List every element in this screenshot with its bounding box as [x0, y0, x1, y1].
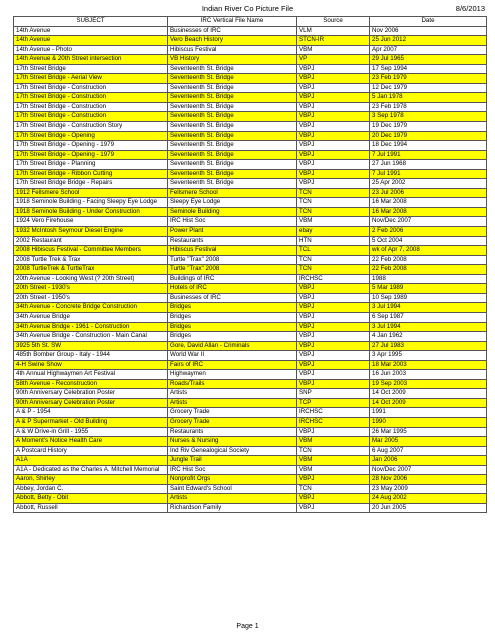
cell-date: Nov 2006: [370, 26, 487, 36]
cell-source: HTN: [297, 236, 370, 246]
cell-source: VBPJ: [297, 379, 370, 389]
cell-vertical-file: Bridges: [168, 332, 297, 342]
cell-date: 5 Jan 1978: [370, 93, 487, 103]
cell-source: IRCHSC: [297, 417, 370, 427]
cell-source: VBM: [297, 465, 370, 475]
table-row: [14, 465, 487, 475]
table-row: [14, 64, 487, 74]
cell-source: VBPJ: [297, 131, 370, 141]
table-row: [14, 112, 487, 122]
cell-subject: A & P - 1954: [14, 408, 168, 418]
cell-date: 17 Sep 1994: [370, 64, 487, 74]
cell-vertical-file: Saint Edward's School: [168, 484, 297, 494]
cell-subject: 14th Avenue: [14, 36, 168, 46]
cell-date: 12 Dec 1979: [370, 83, 487, 93]
cell-subject: Aaron, Shirley: [14, 475, 168, 485]
col-header-vertical-file: IRC Vertical File Name: [168, 17, 297, 27]
cell-vertical-file: Seventeenth St. Bridge: [168, 141, 297, 151]
cell-vertical-file: Bridges: [168, 312, 297, 322]
cell-date: 5 Mar 1989: [370, 284, 487, 294]
table-body: [14, 26, 487, 513]
cell-date: 24 Aug 2002: [370, 494, 487, 504]
cell-subject: 17th Street Bridge - Construction Story: [14, 122, 168, 132]
cell-vertical-file: Buildings of IRC: [168, 274, 297, 284]
cell-subject: 20th Avenue - Looking West (? 20th Street): [14, 274, 168, 284]
table-row: [14, 332, 487, 342]
cell-vertical-file: Jungle Trail: [168, 456, 297, 466]
cell-source: TCN: [297, 198, 370, 208]
cell-vertical-file: Businesses of IRC: [168, 293, 297, 303]
cell-vertical-file: Seventeenth St. Bridge: [168, 93, 297, 103]
cell-date: 10 Sep 1989: [370, 293, 487, 303]
cell-subject: 3925 5th St. SW: [14, 341, 168, 351]
cell-subject: 4-H Swine Show: [14, 360, 168, 370]
cell-vertical-file: Businesses of IRC: [168, 26, 297, 36]
cell-subject: 1924 Vero Firehouse: [14, 217, 168, 227]
cell-vertical-file: Seventeenth St. Bridge: [168, 131, 297, 141]
cell-subject: Abbott, Russell: [14, 503, 168, 513]
cell-vertical-file: Seventeenth St. Bridge: [168, 64, 297, 74]
cell-source: VBPJ: [297, 370, 370, 380]
col-header-source: Source: [297, 17, 370, 27]
cell-date: 23 Jul 2006: [370, 188, 487, 198]
table-row: [14, 74, 487, 84]
table-row: [14, 398, 487, 408]
cell-date: 22 Feb 2008: [370, 265, 487, 275]
table-row: [14, 475, 487, 485]
cell-vertical-file: Seminole Building: [168, 207, 297, 217]
table-row: [14, 379, 487, 389]
cell-source: VBPJ: [297, 322, 370, 332]
cell-vertical-file: Fellsmere School: [168, 188, 297, 198]
cell-vertical-file: Artists: [168, 494, 297, 504]
cell-date: 6 Aug 2007: [370, 446, 487, 456]
cell-date: Jan 2006: [370, 456, 487, 466]
table-row: [14, 131, 487, 141]
cell-date: 27 Jun 1968: [370, 160, 487, 170]
table-row: [14, 26, 487, 36]
table-row: [14, 446, 487, 456]
table-row: [14, 150, 487, 160]
cell-vertical-file: Seventeenth St. Bridge: [168, 169, 297, 179]
cell-source: VBPJ: [297, 93, 370, 103]
table-row: [14, 484, 487, 494]
cell-date: 16 Mar 2008: [370, 198, 487, 208]
page-number: Page 1: [236, 623, 259, 630]
table-row: [14, 207, 487, 217]
cell-source: VBPJ: [297, 494, 370, 504]
cell-vertical-file: Hotels of IRC: [168, 284, 297, 294]
cell-date: 29 Jul 1965: [370, 55, 487, 65]
table-row: [14, 122, 487, 132]
cell-date: 23 Feb 1978: [370, 102, 487, 112]
table-row: [14, 179, 487, 189]
cell-vertical-file: Sleepy Eye Lodge: [168, 198, 297, 208]
cell-vertical-file: Seventeenth St. Bridge: [168, 74, 297, 84]
table-row: [14, 408, 487, 418]
cell-date: 4 Jan 1962: [370, 332, 487, 342]
cell-source: VBM: [297, 456, 370, 466]
cell-date: 14 Oct 2009: [370, 398, 487, 408]
cell-date: 18 Dec 1994: [370, 141, 487, 151]
cell-vertical-file: Gore, David Allan - Criminals: [168, 341, 297, 351]
cell-subject: 14th Avenue - Photo: [14, 45, 168, 55]
cell-source: IRCHSC: [297, 274, 370, 284]
table-row: [14, 417, 487, 427]
cell-source: VBPJ: [297, 427, 370, 437]
cell-vertical-file: Roads/Trails: [168, 379, 297, 389]
cell-source: VBPJ: [297, 179, 370, 189]
cell-vertical-file: Seventeenth St. Bridge: [168, 179, 297, 189]
cell-date: 1990: [370, 417, 487, 427]
table-row: [14, 360, 487, 370]
cell-source: VBPJ: [297, 150, 370, 160]
cell-source: VBPJ: [297, 312, 370, 322]
table-row: [14, 503, 487, 513]
table-row: [14, 55, 487, 65]
cell-date: 1991: [370, 408, 487, 418]
cell-subject: 2008 Turtle Trek & Trax: [14, 255, 168, 265]
cell-subject: 34th Avenue Bridge - Construction - Main Canal: [14, 332, 168, 342]
table-row: [14, 227, 487, 237]
cell-source: VLM: [297, 26, 370, 36]
cell-source: VBPJ: [297, 102, 370, 112]
table-row: [14, 284, 487, 294]
cell-date: 23 May 2009: [370, 484, 487, 494]
cell-subject: 17th Street Bridge - Opening - 1979: [14, 141, 168, 151]
cell-source: VBPJ: [297, 475, 370, 485]
document-title: Indian River Co Picture File: [201, 4, 294, 13]
cell-subject: 2008 Hibiscus Festival - Committee Members: [14, 246, 168, 256]
cell-source: VBPJ: [297, 169, 370, 179]
cell-subject: 17th Street Bridge - Construction: [14, 83, 168, 93]
table-row: [14, 188, 487, 198]
cell-date: 23 Feb 1979: [370, 74, 487, 84]
cell-date: Nov/Dec 2007: [370, 465, 487, 475]
cell-subject: 17th Street Bridge - Construction: [14, 102, 168, 112]
table-row: [14, 160, 487, 170]
print-date: 8/6/2013: [455, 4, 485, 13]
cell-vertical-file: Hibiscus Festival: [168, 246, 297, 256]
table-row: [14, 169, 487, 179]
cell-date: 22 Feb 2008: [370, 255, 487, 265]
cell-source: VBPJ: [297, 341, 370, 351]
cell-date: 26 Mar 1995: [370, 427, 487, 437]
cell-subject: 17th Street Bridge - Construction: [14, 112, 168, 122]
cell-subject: 1932 McIntosh Seymour Diesel Engine: [14, 227, 168, 237]
cell-subject: 2002 Restaurant: [14, 236, 168, 246]
cell-date: 3 Jul 1994: [370, 322, 487, 332]
cell-source: VBPJ: [297, 112, 370, 122]
cell-subject: 14th Avenue & 20th Street intersection: [14, 55, 168, 65]
cell-vertical-file: Nurses & Nursing: [168, 437, 297, 447]
cell-source: IRCHSC: [297, 408, 370, 418]
table-header-row: [14, 17, 487, 27]
cell-date: 7 Jul 1991: [370, 150, 487, 160]
cell-date: 27 Jul 1983: [370, 341, 487, 351]
cell-date: Apr 2007: [370, 45, 487, 55]
cell-subject: 90th Anniversary Celebration Poster: [14, 389, 168, 399]
cell-source: VBPJ: [297, 64, 370, 74]
cell-date: 5 Oct 2004: [370, 236, 487, 246]
cell-date: 14 Oct 2009: [370, 389, 487, 399]
cell-vertical-file: Seventeenth St. Bridge: [168, 102, 297, 112]
cell-source: SNP: [297, 389, 370, 399]
cell-vertical-file: Bridges: [168, 322, 297, 332]
cell-subject: A Postcard History: [14, 446, 168, 456]
picture-file-table: [13, 16, 487, 513]
table-row: [14, 45, 487, 55]
cell-subject: A1A: [14, 456, 168, 466]
table-row: [14, 265, 487, 275]
cell-vertical-file: Restaurants: [168, 236, 297, 246]
cell-vertical-file: IRC Hist Soc: [168, 465, 297, 475]
cell-vertical-file: Hibiscus Festival: [168, 45, 297, 55]
cell-date: 6 Sep 1987: [370, 312, 487, 322]
cell-subject: 1918 Seminole Building - Facing Sleepy Eye Lodge: [14, 198, 168, 208]
cell-vertical-file: IRC Hist Soc: [168, 217, 297, 227]
cell-subject: 1918 Seminole Building - Under Construction: [14, 207, 168, 217]
cell-subject: 14th Avenue: [14, 26, 168, 36]
cell-date: 19 Dec 1979: [370, 122, 487, 132]
cell-source: TCN: [297, 207, 370, 217]
cell-source: ebay: [297, 227, 370, 237]
cell-source: VP: [297, 55, 370, 65]
cell-source: STCN-IR: [297, 36, 370, 46]
cell-date: Nov/Dec 2007: [370, 217, 487, 227]
cell-subject: 20th Street - 1930's: [14, 284, 168, 294]
cell-subject: 17th Street Bridge: [14, 64, 168, 74]
cell-vertical-file: Seventeenth St. Bridge: [168, 122, 297, 132]
table-row: [14, 83, 487, 93]
cell-subject: 17th Street Bridge - Planning: [14, 160, 168, 170]
cell-subject: 34th Avenue Bridge - 1961 - Construction: [14, 322, 168, 332]
cell-subject: 34th Avenue - Concrete Bridge Construction: [14, 303, 168, 313]
table-row: [14, 246, 487, 256]
table-row: [14, 217, 487, 227]
cell-subject: 17th Street Bridge Bridge - Repairs: [14, 179, 168, 189]
table-row: [14, 36, 487, 46]
table-row: [14, 351, 487, 361]
col-header-date: Date: [370, 17, 487, 27]
cell-subject: A1A - Dedicated as the Charles A. Mitchell Memorial: [14, 465, 168, 475]
cell-source: VBPJ: [297, 332, 370, 342]
cell-vertical-file: Artists: [168, 398, 297, 408]
cell-source: VBM: [297, 437, 370, 447]
page-header: [0, 2, 495, 16]
cell-vertical-file: Highwaymen: [168, 370, 297, 380]
cell-vertical-file: Bridges: [168, 303, 297, 313]
cell-source: TCL: [297, 246, 370, 256]
cell-source: TCN: [297, 255, 370, 265]
table-row: [14, 102, 487, 112]
table-row: [14, 236, 487, 246]
cell-date: Mar 2005: [370, 437, 487, 447]
cell-date: 25 Apr 2002: [370, 179, 487, 189]
cell-subject: 2008 TurtleTrek & TurtleTrax: [14, 265, 168, 275]
cell-date: 20 Jun 2005: [370, 503, 487, 513]
cell-vertical-file: Turtle "Trax" 2008: [168, 265, 297, 275]
cell-date: 16 Jun 2003: [370, 370, 487, 380]
cell-source: VBPJ: [297, 83, 370, 93]
table-row: [14, 322, 487, 332]
cell-source: VBM: [297, 45, 370, 55]
cell-vertical-file: Nonprofit Orgs: [168, 475, 297, 485]
cell-vertical-file: Seventeenth St. Bridge: [168, 160, 297, 170]
cell-vertical-file: Vero Beach History: [168, 36, 297, 46]
cell-subject: Abbey, Jordan C.: [14, 484, 168, 494]
cell-date: 3 Jul 1994: [370, 303, 487, 313]
cell-source: VBPJ: [297, 122, 370, 132]
cell-date: 1988: [370, 274, 487, 284]
cell-date: 16 Mar 2008: [370, 207, 487, 217]
cell-source: VBPJ: [297, 360, 370, 370]
cell-vertical-file: World War II: [168, 351, 297, 361]
table-row: [14, 370, 487, 380]
cell-source: VBPJ: [297, 351, 370, 361]
table-row: [14, 198, 487, 208]
cell-source: TCN: [297, 188, 370, 198]
cell-subject: 17th Street Bridge - Aerial View: [14, 74, 168, 84]
cell-source: TCN: [297, 265, 370, 275]
cell-vertical-file: Seventeenth St. Bridge: [168, 112, 297, 122]
cell-subject: A & W Drive-in Grill - 1955: [14, 427, 168, 437]
cell-vertical-file: Ind Riv Genealogical Society: [168, 446, 297, 456]
cell-source: TCP: [297, 398, 370, 408]
cell-subject: 34th Avenue Bridge: [14, 312, 168, 322]
cell-vertical-file: Grocery Trade: [168, 417, 297, 427]
cell-vertical-file: Power Plant: [168, 227, 297, 237]
cell-vertical-file: Fairs of IRC: [168, 360, 297, 370]
cell-subject: 1912 Fellsmere School: [14, 188, 168, 198]
cell-source: VBPJ: [297, 284, 370, 294]
cell-subject: Abbott, Betty - Obit: [14, 494, 168, 504]
cell-date: 25 Jun 2012: [370, 36, 487, 46]
cell-subject: 58th Avenue - Reconstruction: [14, 379, 168, 389]
cell-date: 7 Jul 1991: [370, 169, 487, 179]
cell-source: VBPJ: [297, 141, 370, 151]
cell-source: VBM: [297, 217, 370, 227]
table-row: [14, 312, 487, 322]
cell-date: 18 Mar 2003: [370, 360, 487, 370]
cell-date: 20 Dec 1979: [370, 131, 487, 141]
cell-subject: 17th Street Bridge - Opening - 1979: [14, 150, 168, 160]
cell-source: VBPJ: [297, 303, 370, 313]
cell-vertical-file: VB History: [168, 55, 297, 65]
cell-subject: 17th Street Bridge - Opening: [14, 131, 168, 141]
table-row: [14, 341, 487, 351]
cell-subject: 485th Bomber Group - Italy - 1944: [14, 351, 168, 361]
cell-vertical-file: Grocery Trade: [168, 408, 297, 418]
cell-source: TCN: [297, 446, 370, 456]
cell-subject: 90th Anniversary Celebration Poster: [14, 398, 168, 408]
table-row: [14, 427, 487, 437]
table-row: [14, 293, 487, 303]
cell-source: VBPJ: [297, 160, 370, 170]
cell-vertical-file: Restaurants: [168, 427, 297, 437]
table-row: [14, 437, 487, 447]
table-row: [14, 303, 487, 313]
cell-date: 3 Apr 1995: [370, 351, 487, 361]
cell-date: 28 Nov 2006: [370, 475, 487, 485]
cell-vertical-file: Richardson Family: [168, 503, 297, 513]
cell-subject: 17th Street Bridge - Construction: [14, 93, 168, 103]
cell-date: wk of Apr 7, 2008: [370, 246, 487, 256]
cell-vertical-file: Seventeenth St. Bridge: [168, 150, 297, 160]
table-row: [14, 93, 487, 103]
table-row: [14, 389, 487, 399]
cell-date: 3 Sep 1978: [370, 112, 487, 122]
cell-subject: 4th Annual Highwaymen Art Festival: [14, 370, 168, 380]
cell-vertical-file: Turtle "Trax" 2008: [168, 255, 297, 265]
cell-source: VBPJ: [297, 74, 370, 84]
cell-vertical-file: Seventeenth St. Bridge: [168, 83, 297, 93]
cell-date: 19 Sep 2003: [370, 379, 487, 389]
cell-source: VBPJ: [297, 503, 370, 513]
cell-date: 2 Feb 2006: [370, 227, 487, 237]
cell-subject: 20th Street - 1950's: [14, 293, 168, 303]
table-row: [14, 494, 487, 504]
cell-subject: A & P Supermarket - Old Building: [14, 417, 168, 427]
cell-subject: A Moment's Notice Health Care: [14, 437, 168, 447]
cell-vertical-file: Artists: [168, 389, 297, 399]
cell-source: VBPJ: [297, 293, 370, 303]
cell-source: TCN: [297, 484, 370, 494]
cell-subject: 17th Street Bridge - Ribbon Cutting: [14, 169, 168, 179]
table-row: [14, 141, 487, 151]
table-row: [14, 274, 487, 284]
col-header-subject: SUBJECT: [14, 17, 168, 27]
table-row: [14, 255, 487, 265]
table-row: [14, 456, 487, 466]
